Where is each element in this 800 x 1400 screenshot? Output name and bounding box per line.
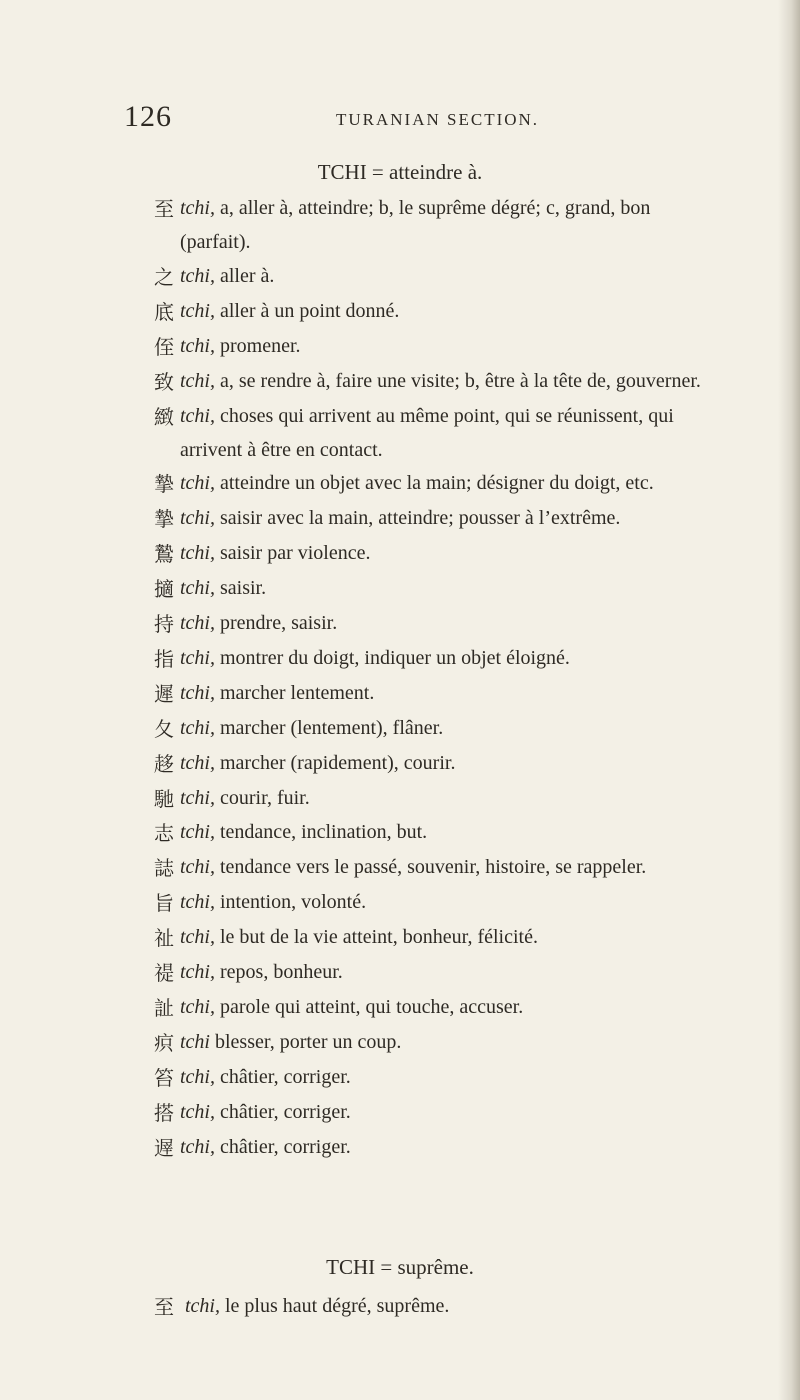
romanization: tchi, — [180, 646, 215, 669]
definition: aller à. — [220, 264, 275, 287]
chinese-character: 侄 — [154, 334, 174, 359]
dictionary-entry — [150, 192, 780, 259]
definition: marcher (lentement), flâner. — [220, 716, 444, 739]
definition: parole qui atteint, qui touche, accuser. — [220, 995, 524, 1018]
dictionary-entry — [150, 816, 780, 850]
dictionary-entry — [150, 467, 780, 501]
romanization: tchi, — [180, 1135, 215, 1158]
romanization: tchi, — [180, 472, 215, 495]
romanization: tchi — [180, 1030, 210, 1053]
dictionary-entry — [150, 782, 780, 816]
definition: aller à un point donné. — [220, 299, 400, 322]
romanization: tchi, — [180, 1065, 215, 1088]
definition: saisir avec la main, atteindre; pousser à l’extrême. — [220, 507, 621, 530]
chinese-character: 摯 — [154, 507, 174, 532]
definition: a, se rendre à, faire une visite; b, être à la tête de, gouverner. — [220, 369, 701, 392]
chinese-character: 至 — [154, 1295, 174, 1319]
romanization: tchi, — [180, 926, 215, 949]
chinese-character: 趍 — [154, 751, 174, 776]
dictionary-entry — [150, 330, 780, 364]
dictionary-entry — [150, 295, 780, 329]
romanization: tchi, — [180, 299, 215, 322]
chinese-character: 疻 — [154, 1030, 174, 1055]
chinese-character: 祉 — [154, 926, 174, 951]
chinese-character: 禔 — [154, 961, 174, 985]
dictionary-entry — [150, 1061, 780, 1095]
romanization: tchi, — [180, 821, 215, 844]
definition: saisir. — [220, 577, 267, 600]
romanization: tchi, — [180, 891, 215, 914]
definition: blesser, porter un coup. — [215, 1030, 402, 1053]
definition: choses qui arrivent au même point, qui se réunissent, qui — [220, 404, 674, 427]
dictionary-entry — [150, 712, 780, 746]
chinese-character: 底 — [154, 299, 174, 324]
romanization: tchi, — [180, 264, 215, 287]
dictionary-entry — [150, 365, 780, 399]
dictionary-entry — [150, 1096, 780, 1130]
romanization: tchi, — [180, 369, 215, 392]
dictionary-entry — [150, 921, 780, 955]
dictionary-entry — [150, 1026, 780, 1060]
chinese-character: 旨 — [154, 891, 174, 916]
page-header — [124, 100, 744, 140]
dictionary-entry — [150, 1290, 780, 1324]
definition: le but de la vie atteint, bonheur, félicité. — [220, 926, 538, 949]
chinese-character: 摯 — [154, 472, 174, 497]
definition: repos, bonheur. — [220, 961, 343, 983]
romanization: tchi, — [180, 542, 215, 565]
definition-continuation: arrivent à être en contact. — [180, 438, 383, 461]
chinese-character: 志 — [154, 821, 174, 846]
chinese-character: 訨 — [154, 995, 174, 1020]
dictionary-entry — [150, 851, 780, 885]
dictionary-entry — [150, 956, 780, 990]
romanization: tchi, — [180, 507, 215, 530]
dictionary-entry — [150, 642, 780, 676]
chinese-character: 之 — [154, 264, 174, 289]
dictionary-entry — [150, 677, 780, 711]
page-number: 126 — [124, 100, 172, 133]
definition: intention, volonté. — [220, 891, 367, 914]
definition: châtier, corriger. — [220, 1065, 351, 1088]
dictionary-entry — [150, 260, 780, 294]
dictionary-entry — [150, 1131, 780, 1165]
definition: marcher (rapidement), courir. — [220, 751, 456, 774]
definition: promener. — [220, 334, 301, 357]
dictionary-entry — [150, 502, 780, 536]
romanization: tchi, — [180, 995, 215, 1018]
dictionary-entry — [150, 991, 780, 1025]
romanization: tchi, — [180, 716, 215, 739]
definition: atteindre un objet avec la main; désigner du doigt, etc. — [220, 472, 654, 495]
chinese-character: 笞 — [154, 1065, 174, 1090]
definition-continuation: (parfait). — [180, 231, 251, 253]
romanization: tchi, — [180, 1100, 215, 1123]
definition: a, aller à, atteindre; b, le suprême dégré; c, grand, bon — [220, 197, 651, 219]
romanization: tchi, — [180, 612, 215, 634]
definition: tendance, inclination, but. — [220, 821, 428, 844]
romanization: tchi, — [180, 681, 215, 704]
chinese-character: 遟 — [154, 1135, 174, 1160]
chinese-character: 擿 — [154, 577, 174, 602]
romanization: tchi, — [180, 577, 215, 600]
definition: tendance vers le passé, souvenir, histoire, se rappeler. — [220, 856, 647, 879]
section-heading: TCHI = suprême. — [326, 1255, 474, 1279]
definition: prendre, saisir. — [220, 612, 338, 634]
definition: courir, fuir. — [220, 786, 310, 809]
chinese-character: 鷙 — [154, 542, 174, 567]
dictionary-entry — [150, 400, 780, 467]
section-heading: TCHI = atteindre à. — [317, 160, 483, 184]
running-head: TURANIAN SECTION. — [336, 110, 540, 129]
dictionary-entry — [150, 747, 780, 781]
romanization: tchi, — [180, 961, 215, 983]
chinese-character: 遲 — [154, 681, 174, 706]
chinese-character: 夂 — [154, 716, 174, 741]
dictionary-entry — [150, 607, 780, 641]
definition: châtier, corriger. — [220, 1100, 351, 1123]
romanization: tchi, — [180, 404, 215, 427]
dictionary-entry — [150, 886, 780, 920]
romanization: tchi, — [185, 1295, 220, 1317]
chinese-character: 馳 — [154, 786, 174, 811]
dictionary-entry — [150, 537, 780, 571]
definition: saisir par violence. — [220, 542, 371, 565]
romanization: tchi, — [180, 856, 215, 879]
definition: montrer du doigt, indiquer un objet éloigné. — [220, 646, 570, 669]
dictionary-entry — [150, 572, 780, 606]
romanization: tchi, — [180, 334, 215, 357]
chinese-character: 搭 — [154, 1100, 174, 1125]
romanization: tchi, — [180, 197, 215, 219]
chinese-character: 致 — [154, 369, 174, 394]
romanization: tchi, — [180, 751, 215, 774]
definition: châtier, corriger. — [220, 1135, 351, 1158]
page-edge-shadow — [778, 0, 800, 1400]
chinese-character: 持 — [154, 612, 174, 636]
definition: marcher lentement. — [220, 681, 375, 704]
chinese-character: 緻 — [154, 404, 174, 429]
romanization: tchi, — [180, 786, 215, 809]
chinese-character: 誌 — [154, 856, 174, 881]
chinese-character: 指 — [154, 646, 174, 671]
chinese-character: 至 — [154, 197, 174, 221]
definition: le plus haut dégré, suprême. — [225, 1295, 450, 1317]
